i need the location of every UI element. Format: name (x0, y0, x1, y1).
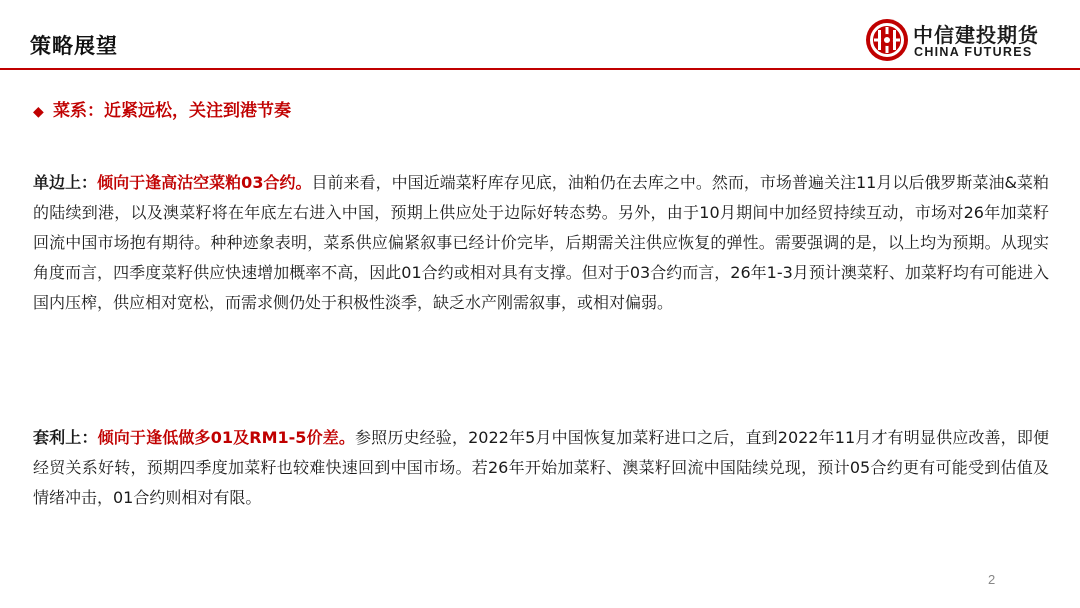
paragraph-emphasis: 倾向于逢低做多01及RM1-5价差。 (97, 428, 356, 447)
header-divider (0, 68, 1080, 70)
paragraph-emphasis: 倾向于逢高沽空菜粕03合约。 (97, 173, 312, 192)
logo-english-name: CHINA FUTURES (914, 45, 1033, 59)
paragraph-outright (33, 168, 1049, 318)
page-number: 2 (988, 572, 996, 587)
diamond-bullet-icon: ◆ (33, 104, 44, 120)
section-heading-text: 菜系：近紧远松，关注到港节奏 (53, 101, 291, 121)
section-heading (33, 96, 291, 121)
logo-chinese-name: 中信建投期货 (913, 23, 1039, 47)
paragraph-label: 套利上： (33, 428, 98, 447)
citic-logo-icon (865, 18, 909, 62)
paragraph-label: 单边上： (33, 173, 98, 192)
company-logo (865, 18, 1065, 62)
page-title: 策略展望 (30, 34, 118, 58)
paragraph-arbitrage (33, 423, 1049, 513)
paragraph-body: 目前来看，中国近端菜籽库存见底，油粕仍在去库之中。然而，市场普遍关注11月以后俄罗斯菜油&菜粕的陆续到港，以及澳菜籽将在年底左右进入中国，预期上供应处于边际好转态势。另外，由于10月期间中加经贸持续互动，市场对26年加菜籽回流中国市场抱有期待。种种迹象表明，菜系供应偏紧叙事已经计价完毕，后期需关注供应恢复的弹性。需要强调的是，以上均为预期。从现实角度而言，四季度菜籽供应快速增加概率不高，因此01合约或相对具有支撑。但对于03合约而言，26年1-3月预计澳菜籽、加菜籽均有可能进入国内压榨，供应相对宽松，而需求侧仍处于积极性淡季，缺乏水产刚需叙事，或相对偏弱。 (33, 173, 1049, 312)
paragraph-body: 参照历史经验，2022年5月中国恢复加菜籽进口之后，直到2022年11月才有明显供应改善，即便经贸关系好转，预期四季度加菜籽也较难快速回到中国市场。若26年开始加菜籽、澳菜籽回流中国陆续兑现，预计05合约更有可能受到估值及情绪冲击，01合约则相对有限。 (33, 428, 1049, 507)
